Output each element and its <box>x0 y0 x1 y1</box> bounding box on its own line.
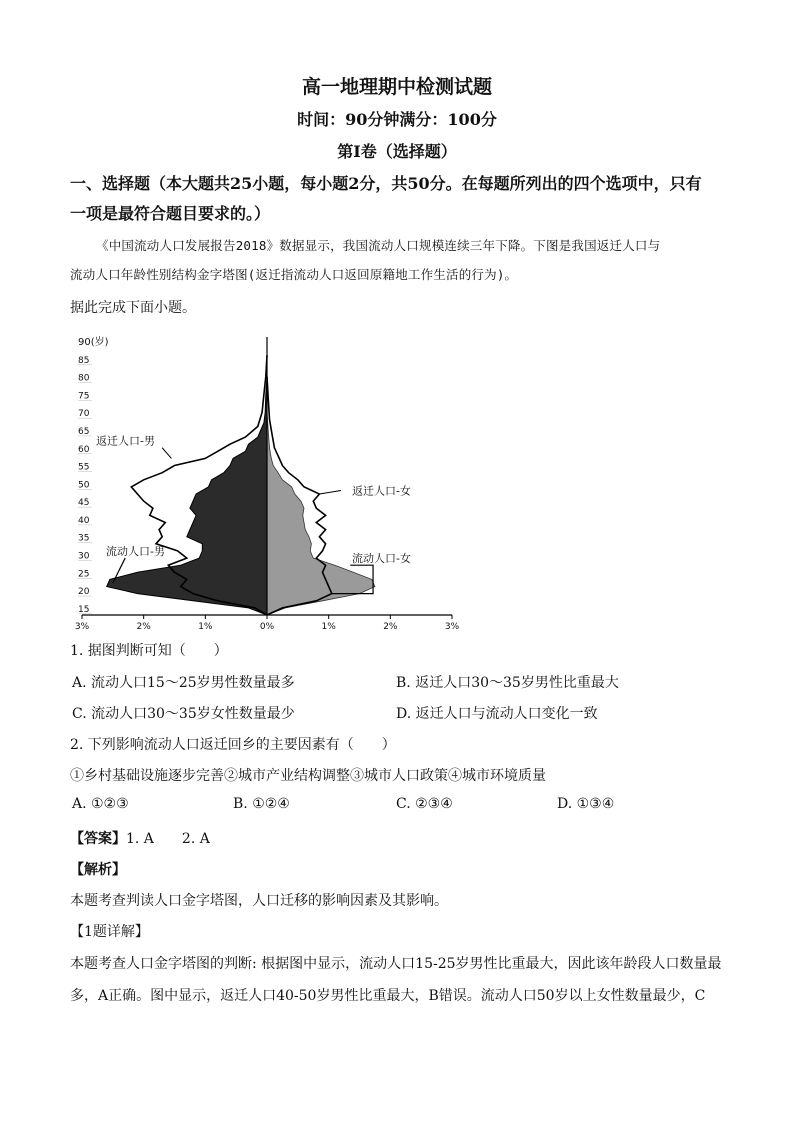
y-tick-label: 85 <box>78 355 90 366</box>
y-tick-label: 40 <box>78 515 90 526</box>
x-tick-label: 2% <box>383 622 398 630</box>
label-return-male: 返迁人口-男 <box>96 434 155 448</box>
question-2-option-c: C. ②③④ <box>396 796 453 812</box>
question-2-option-d: D. ①③④ <box>557 796 615 812</box>
volume-heading: 第Ⅰ卷（选择题） <box>337 142 457 161</box>
x-tick-label: 0% <box>259 622 275 630</box>
pointer-return-female <box>319 490 341 494</box>
question-1-stem: 1. 据图判断可知（ ） <box>70 643 228 659</box>
y-tick-label: 15 <box>78 604 90 615</box>
label-float-female: 流动人口-女 <box>352 552 411 566</box>
detail-line1: 本题考查人口金字塔图的判断: 根据图中显示，流动人口15-25岁男性比重最大，因此该年龄段人口数量最 <box>70 956 722 972</box>
intro-line1: 《中国流动人口发展报告2018》数据显示，我国流动人口规模连续三年下降。下图是我国返迁人口与 <box>96 238 661 253</box>
analysis-text: 本题考查判读人口金字塔图，人口迁移的影响因素及其影响。 <box>70 893 448 909</box>
y-tick-label: 50 <box>78 480 90 491</box>
answer-line <box>70 828 210 848</box>
label-return-female: 返迁人口-女 <box>352 484 411 498</box>
exam-time: 时间：90分钟满分：100分 <box>297 110 497 129</box>
x-tick-label: 1% <box>321 622 336 630</box>
y-tick-label: 80 <box>78 373 90 384</box>
page-title: 高一地理期中检测试题 <box>301 76 492 98</box>
series-area-float-female <box>267 412 375 615</box>
y-tick-label: 45 <box>78 498 90 509</box>
label-float-male: 流动人口-男 <box>106 544 165 558</box>
y-tick-label: 60 <box>78 444 90 455</box>
answer-tag: 【答案】 <box>70 831 126 847</box>
y-tick-label: 75 <box>78 391 90 402</box>
detail-line2: 多，A正确。图中显示，返迁人口40-50岁男性比重最大，B错误。流动人口50岁以上女性数量最少，C <box>70 988 706 1004</box>
x-tick-label: 2% <box>136 622 151 630</box>
y-tick-label: 20 <box>78 587 90 598</box>
intro-line3: 据此完成下面小题。 <box>70 300 196 316</box>
population-pyramid-chart <box>70 325 470 630</box>
y-tick-label: 25 <box>78 569 90 580</box>
question-2-factors: ①乡村基础设施逐步完善②城市产业结构调整③城市人口政策④城市环境质量 <box>70 768 546 784</box>
section-heading-line1: 一、选择题（本大题共25小题，每小题2分，共50分。在每题所列出的四个选项中，只有 <box>70 174 702 193</box>
question-1-option-c: C. 流动人口30～35岁女性数量最少 <box>72 706 295 722</box>
y-tick-label: 65 <box>78 426 90 437</box>
x-tick-label: 3% <box>74 622 90 630</box>
y-tick-label: 55 <box>78 462 90 473</box>
x-tick-label: 1% <box>198 622 213 630</box>
y-tick-label: 35 <box>78 533 90 544</box>
question-1-option-a: A. 流动人口15～25岁男性数量最多 <box>72 675 295 691</box>
pointer-return-male <box>162 448 171 459</box>
question-2-stem: 2. 下列影响流动人口返迁回乡的主要因素有（ ） <box>70 737 396 753</box>
y-tick-label: 70 <box>78 409 90 420</box>
question-1-option-d: D. 返迁人口与流动人口变化一致 <box>396 706 598 722</box>
intro-line2: 流动人口年龄性别结构金字塔图(返迁指流动人口返回原籍地工作生活的行为)。 <box>70 267 518 282</box>
analysis-tag: 【解析】 <box>70 862 126 878</box>
question-2-option-b: B. ①②④ <box>233 796 290 812</box>
detail-tag: 【1题详解】 <box>70 924 149 940</box>
y-tick-label: 30 <box>78 551 90 562</box>
section-heading-line2: 一项是最符合题目要求的。） <box>70 204 271 223</box>
question-2-option-a: A. ①②③ <box>72 796 129 812</box>
x-tick-label: 3% <box>444 622 460 630</box>
y-axis-label: 90(岁) <box>78 337 109 348</box>
answer-text: 1. A 2. A <box>126 831 210 847</box>
question-1-option-b: B. 返迁人口30～35岁男性比重最大 <box>396 675 619 691</box>
